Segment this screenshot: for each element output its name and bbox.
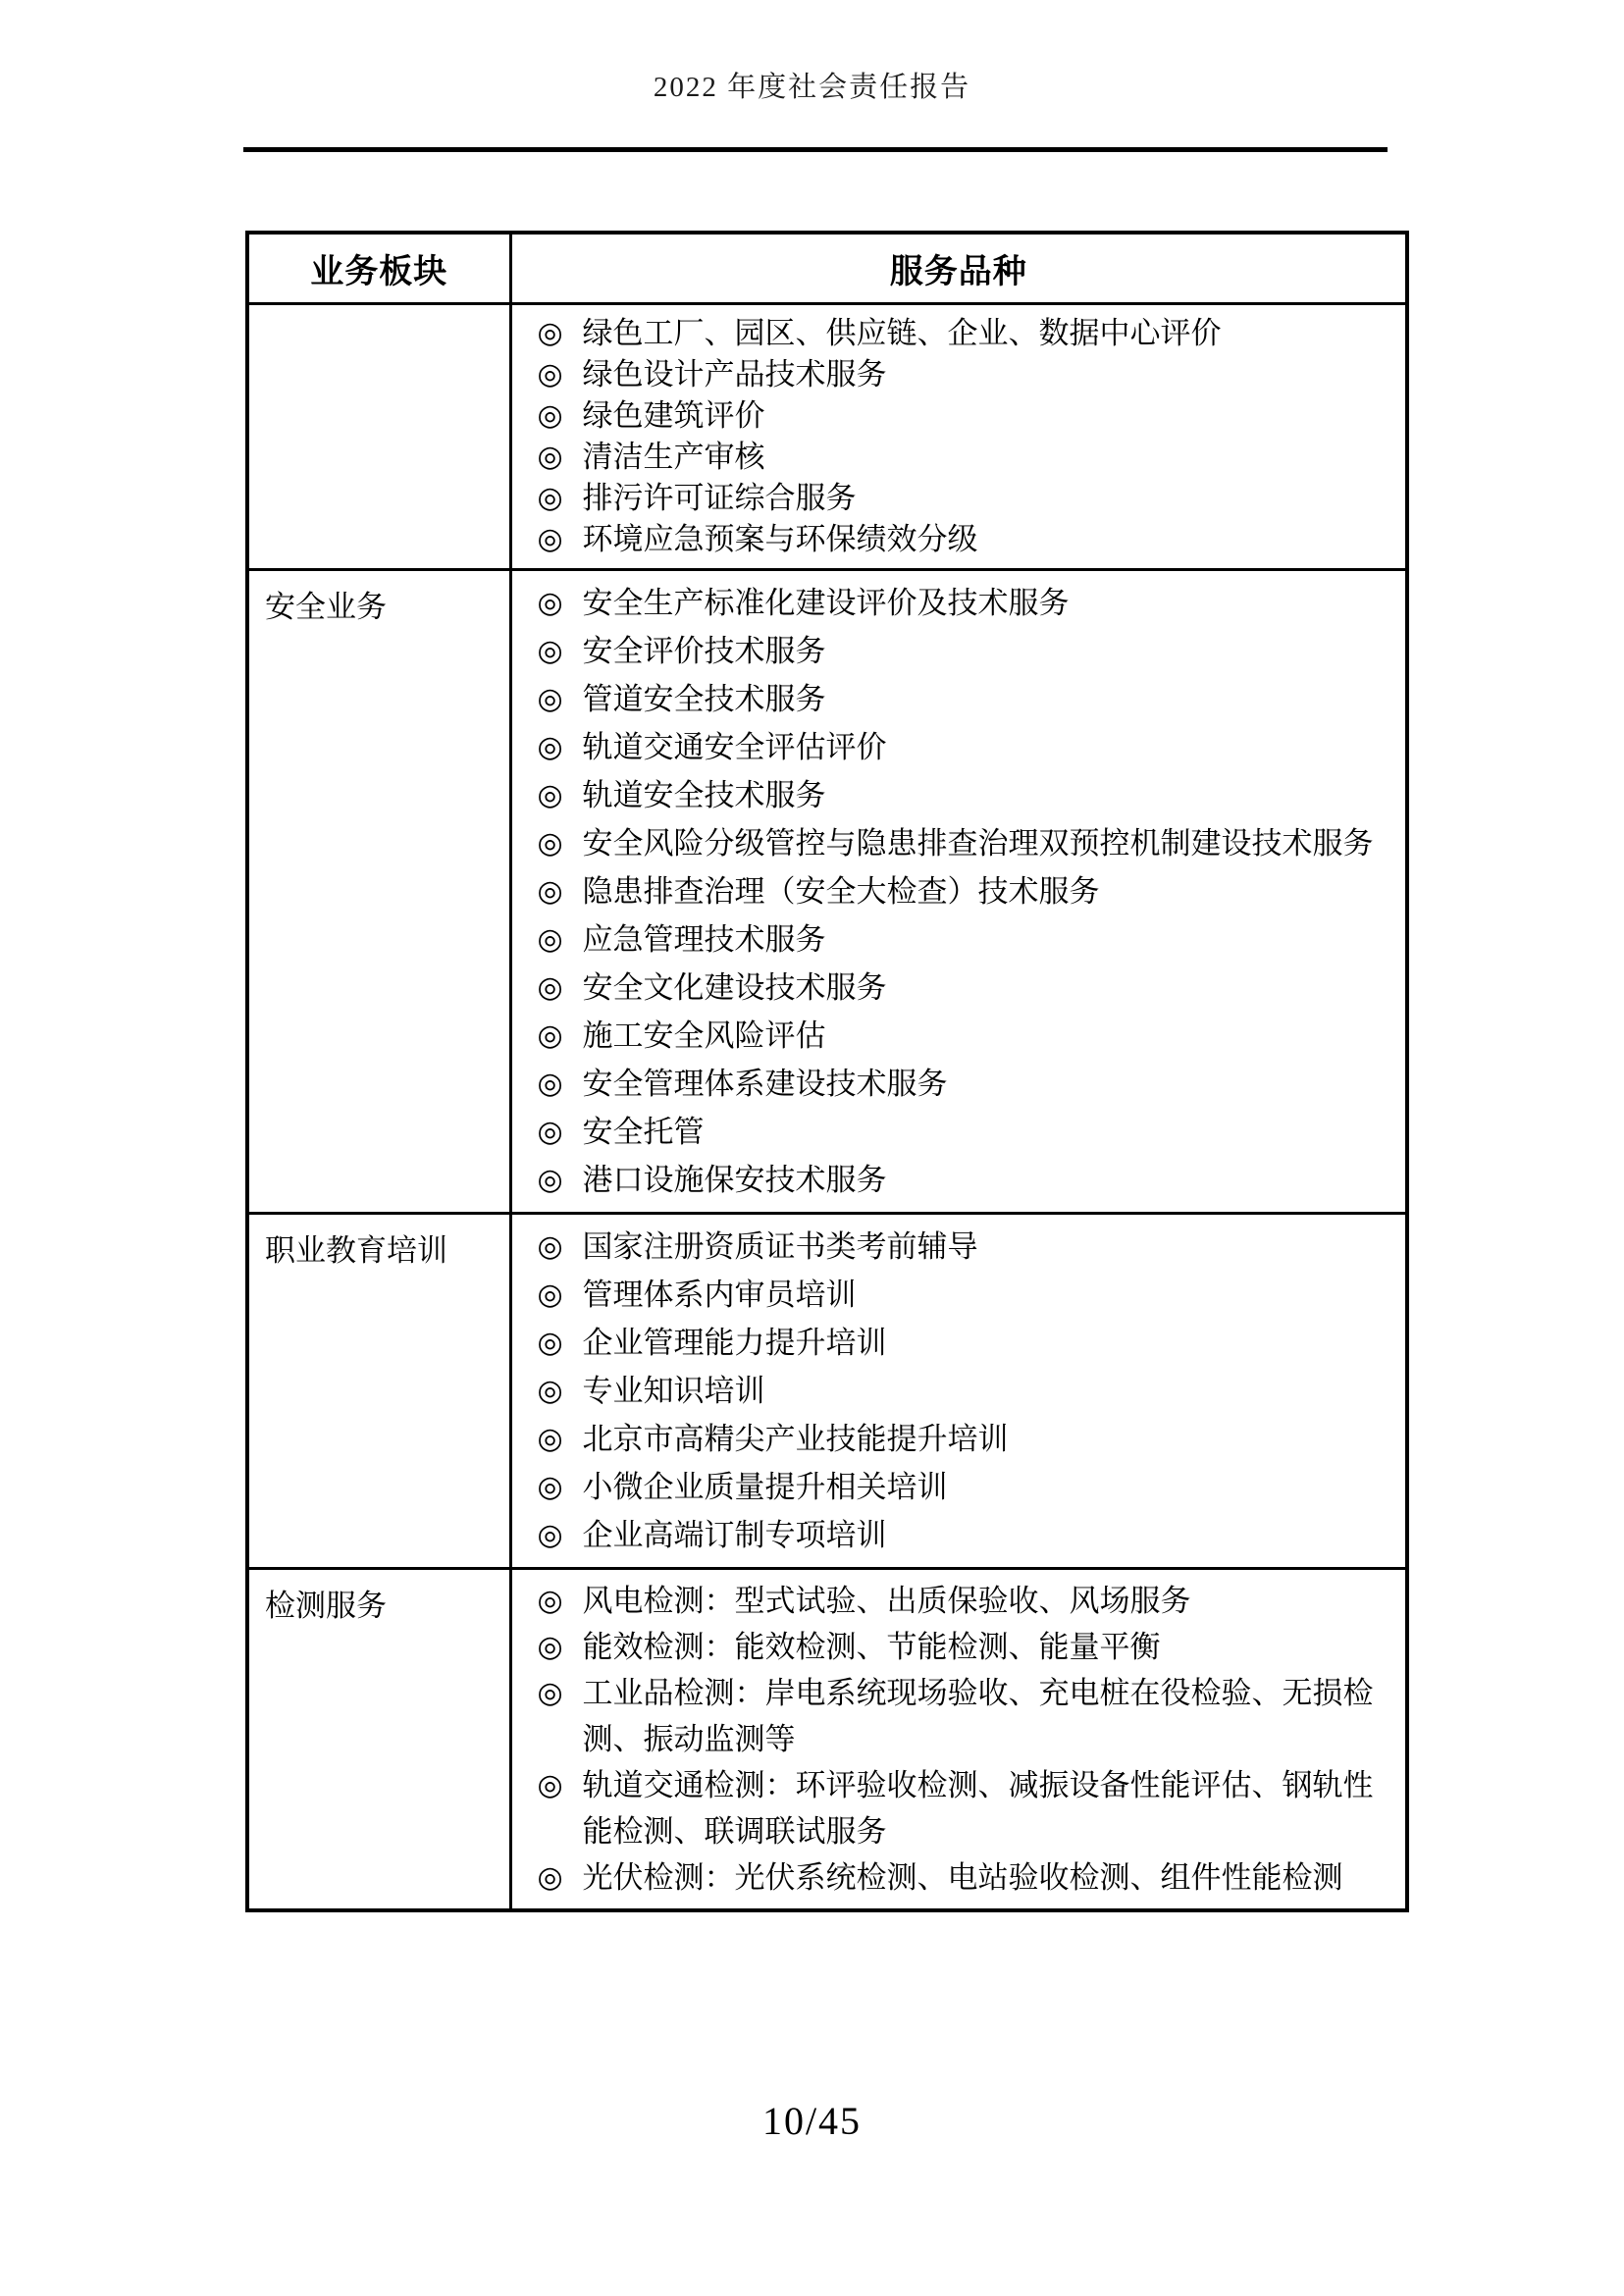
service-item-label: 轨道交通安全评估评价 bbox=[582, 729, 887, 764]
service-item bbox=[538, 723, 1398, 771]
service-item-label: 环境应急预案与环保绩效分级 bbox=[582, 521, 978, 556]
bullseye-bullet-icon: ◎ bbox=[537, 522, 563, 555]
service-item bbox=[538, 1367, 1398, 1415]
bullseye-bullet-icon: ◎ bbox=[537, 398, 563, 432]
service-item bbox=[538, 1511, 1398, 1559]
service-item-label: 安全托管 bbox=[582, 1114, 705, 1149]
segment-cell: 职业教育培训 bbox=[247, 1213, 510, 1568]
bullseye-bullet-icon: ◎ bbox=[537, 1676, 563, 1709]
segment-cell bbox=[247, 303, 510, 569]
service-item bbox=[538, 675, 1398, 723]
service-item bbox=[538, 313, 1398, 354]
bullseye-bullet-icon: ◎ bbox=[537, 1470, 563, 1503]
service-item bbox=[538, 1223, 1398, 1271]
service-item bbox=[538, 1271, 1398, 1319]
service-item bbox=[538, 964, 1398, 1012]
report-title: 2022 年度社会责任报告 bbox=[653, 72, 971, 103]
service-item bbox=[538, 395, 1398, 437]
service-item-label: 企业管理能力提升培训 bbox=[582, 1325, 887, 1360]
service-item-label: 国家注册资质证书类考前辅导 bbox=[582, 1228, 978, 1264]
service-item bbox=[538, 1156, 1398, 1204]
bullseye-bullet-icon: ◎ bbox=[537, 1584, 563, 1617]
column-header-service-variety: 服务品种 bbox=[510, 233, 1407, 303]
bullseye-bullet-icon: ◎ bbox=[537, 586, 563, 619]
header-rule bbox=[243, 147, 1388, 152]
bullseye-bullet-icon: ◎ bbox=[537, 481, 563, 514]
service-item bbox=[538, 627, 1398, 675]
service-item-label: 施工安全风险评估 bbox=[582, 1018, 826, 1053]
bullseye-bullet-icon: ◎ bbox=[537, 778, 563, 811]
bullseye-bullet-icon: ◎ bbox=[537, 874, 563, 908]
bullseye-bullet-icon: ◎ bbox=[537, 826, 563, 860]
service-item-label: 清洁生产审核 bbox=[582, 439, 765, 474]
service-item-label: 安全文化建设技术服务 bbox=[582, 969, 887, 1005]
service-item-label: 企业高端订制专项培训 bbox=[582, 1517, 887, 1552]
service-item bbox=[538, 1624, 1398, 1670]
segment-cell: 检测服务 bbox=[247, 1568, 510, 1910]
column-header-business-segment: 业务板块 bbox=[247, 233, 510, 303]
service-item-label: 隐患排查治理（安全大检查）技术服务 bbox=[582, 873, 1100, 909]
service-item bbox=[538, 1762, 1398, 1854]
service-item bbox=[538, 1578, 1398, 1624]
service-item-label: 管道安全技术服务 bbox=[582, 681, 826, 716]
service-item bbox=[538, 915, 1398, 964]
segment-cell: 安全业务 bbox=[247, 569, 510, 1213]
table-row bbox=[247, 1213, 1407, 1568]
bullseye-bullet-icon: ◎ bbox=[537, 357, 563, 391]
service-item-label: 安全评价技术服务 bbox=[582, 633, 826, 668]
service-item-label: 小微企业质量提升相关培训 bbox=[582, 1469, 948, 1504]
service-item bbox=[538, 1415, 1398, 1463]
page-number: 10/45 bbox=[761, 2099, 863, 2143]
service-item-label: 安全管理体系建设技术服务 bbox=[582, 1066, 948, 1101]
service-item bbox=[538, 1463, 1398, 1511]
bullseye-bullet-icon: ◎ bbox=[537, 1860, 563, 1894]
page-header bbox=[0, 65, 1624, 105]
service-item-label: 工业品检测：岸电系统现场验收、充电桩在役检验、无损检测、振动监测等 bbox=[582, 1675, 1374, 1756]
service-item-label: 安全风险分级管控与隐患排查治理双预控机制建设技术服务 bbox=[582, 825, 1374, 861]
bullseye-bullet-icon: ◎ bbox=[537, 1374, 563, 1407]
bullseye-bullet-icon: ◎ bbox=[537, 1278, 563, 1311]
bullseye-bullet-icon: ◎ bbox=[537, 730, 563, 763]
bullseye-bullet-icon: ◎ bbox=[537, 922, 563, 956]
bullseye-bullet-icon: ◎ bbox=[537, 1018, 563, 1052]
services-cell bbox=[510, 1568, 1407, 1910]
service-item bbox=[538, 354, 1398, 395]
service-item-label: 轨道安全技术服务 bbox=[582, 777, 826, 812]
service-item bbox=[538, 819, 1398, 867]
services-cell bbox=[510, 1213, 1407, 1568]
services-cell bbox=[510, 303, 1407, 569]
service-item-label: 管理体系内审员培训 bbox=[582, 1277, 857, 1312]
table-row bbox=[247, 1568, 1407, 1910]
bullseye-bullet-icon: ◎ bbox=[537, 1630, 563, 1663]
service-item-label: 港口设施保安技术服务 bbox=[582, 1162, 887, 1197]
service-item bbox=[538, 579, 1398, 627]
header-row bbox=[247, 233, 1407, 303]
bullseye-bullet-icon: ◎ bbox=[537, 1229, 563, 1263]
service-item bbox=[538, 1854, 1398, 1901]
bullseye-bullet-icon: ◎ bbox=[537, 1163, 563, 1196]
bullseye-bullet-icon: ◎ bbox=[537, 1768, 563, 1801]
bullseye-bullet-icon: ◎ bbox=[537, 970, 563, 1004]
service-item bbox=[538, 1108, 1398, 1156]
service-item-label: 应急管理技术服务 bbox=[582, 921, 826, 957]
service-item-label: 光伏检测：光伏系统检测、电站验收检测、组件性能检测 bbox=[582, 1859, 1343, 1895]
services-table-body bbox=[247, 303, 1407, 1910]
bullseye-bullet-icon: ◎ bbox=[537, 440, 563, 473]
service-item bbox=[538, 1319, 1398, 1367]
bullseye-bullet-icon: ◎ bbox=[537, 1326, 563, 1359]
bullseye-bullet-icon: ◎ bbox=[537, 1115, 563, 1148]
services-cell bbox=[510, 569, 1407, 1213]
service-item-label: 绿色设计产品技术服务 bbox=[582, 356, 887, 391]
service-item bbox=[538, 867, 1398, 915]
service-item-label: 风电检测：型式试验、出质保验收、风场服务 bbox=[582, 1583, 1191, 1618]
service-item-label: 绿色建筑评价 bbox=[582, 397, 765, 433]
service-item-label: 排污许可证综合服务 bbox=[582, 480, 857, 515]
service-item-label: 专业知识培训 bbox=[582, 1373, 765, 1408]
service-item-label: 轨道交通检测：环评验收检测、减振设备性能评估、钢轨性能检测、联调联试服务 bbox=[582, 1767, 1374, 1849]
bullseye-bullet-icon: ◎ bbox=[537, 634, 563, 667]
service-item-label: 北京市高精尖产业技能提升培训 bbox=[582, 1421, 1009, 1456]
service-item-label: 能效检测：能效检测、节能检测、能量平衡 bbox=[582, 1629, 1161, 1664]
service-item bbox=[538, 1012, 1398, 1060]
service-item bbox=[538, 478, 1398, 519]
service-item bbox=[538, 437, 1398, 478]
service-item-label: 安全生产标准化建设评价及技术服务 bbox=[582, 585, 1070, 620]
services-table-head bbox=[247, 233, 1407, 303]
bullseye-bullet-icon: ◎ bbox=[537, 1067, 563, 1100]
service-item-label: 绿色工厂、园区、供应链、企业、数据中心评价 bbox=[582, 315, 1222, 350]
bullseye-bullet-icon: ◎ bbox=[537, 682, 563, 715]
service-item bbox=[538, 771, 1398, 819]
bullseye-bullet-icon: ◎ bbox=[537, 316, 563, 349]
services-table bbox=[245, 231, 1409, 1912]
table-row bbox=[247, 569, 1407, 1213]
bullseye-bullet-icon: ◎ bbox=[537, 1518, 563, 1551]
service-item bbox=[538, 519, 1398, 560]
service-item bbox=[538, 1060, 1398, 1108]
bullseye-bullet-icon: ◎ bbox=[537, 1422, 563, 1455]
service-item bbox=[538, 1670, 1398, 1762]
table-row bbox=[247, 303, 1407, 569]
